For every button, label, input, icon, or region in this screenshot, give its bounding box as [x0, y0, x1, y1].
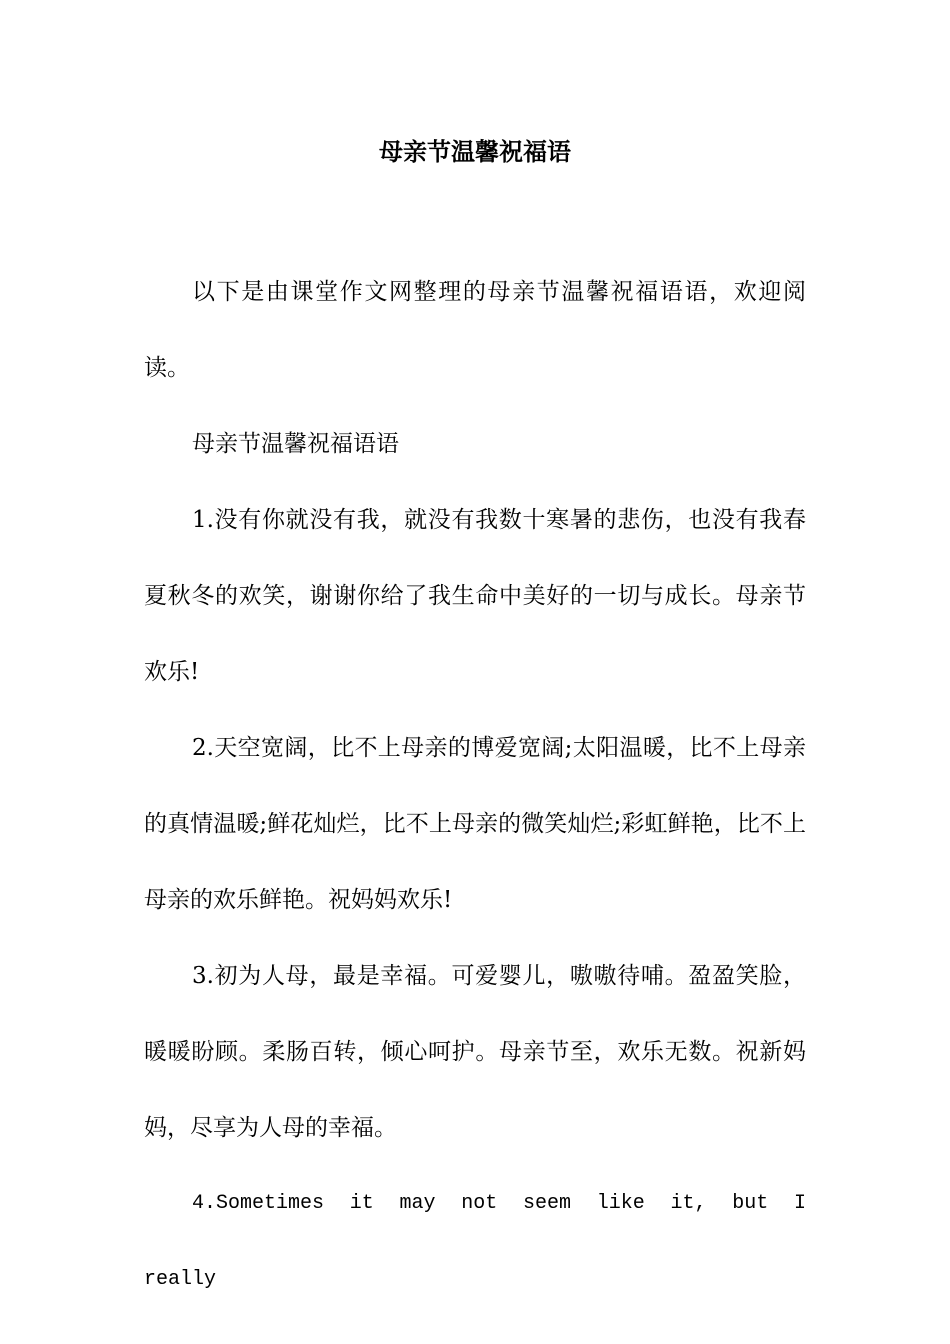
document-body	[144, 254, 806, 1318]
wish-paragraph-2: 2.天空宽阔，比不上母亲的博爱宽阔;太阳温暖，比不上母亲的真情温暖;鲜花灿烂，比不上母亲的微笑灿烂;彩虹鲜艳，比不上母亲的欢乐鲜艳。祝妈妈欢乐!	[144, 735, 806, 913]
wish-paragraph-3: 3.初为人母，最是幸福。可爱婴儿，嗷嗷待哺。盈盈笑脸，暖暖盼顾。柔肠百转，倾心呵护。母亲节至，欢乐无数。祝新妈妈，尽享为人母的幸福。	[144, 963, 806, 1141]
section-heading: 母亲节温馨祝福语语	[192, 431, 399, 457]
wish-paragraph-1: 1.没有你就没有我，就没有我数十寒暑的悲伤，也没有我春夏秋冬的欢笑，谢谢你给了我生命中美好的一切与成长。母亲节欢乐!	[144, 507, 806, 685]
wish-paragraph-4: 4.Sometimes it may not seem like it, but I really	[144, 1192, 806, 1291]
document-title: 母亲节温馨祝福语	[379, 137, 571, 166]
intro-paragraph: 以下是由课堂作文网整理的母亲节温馨祝福语语，欢迎阅读。	[144, 279, 806, 381]
